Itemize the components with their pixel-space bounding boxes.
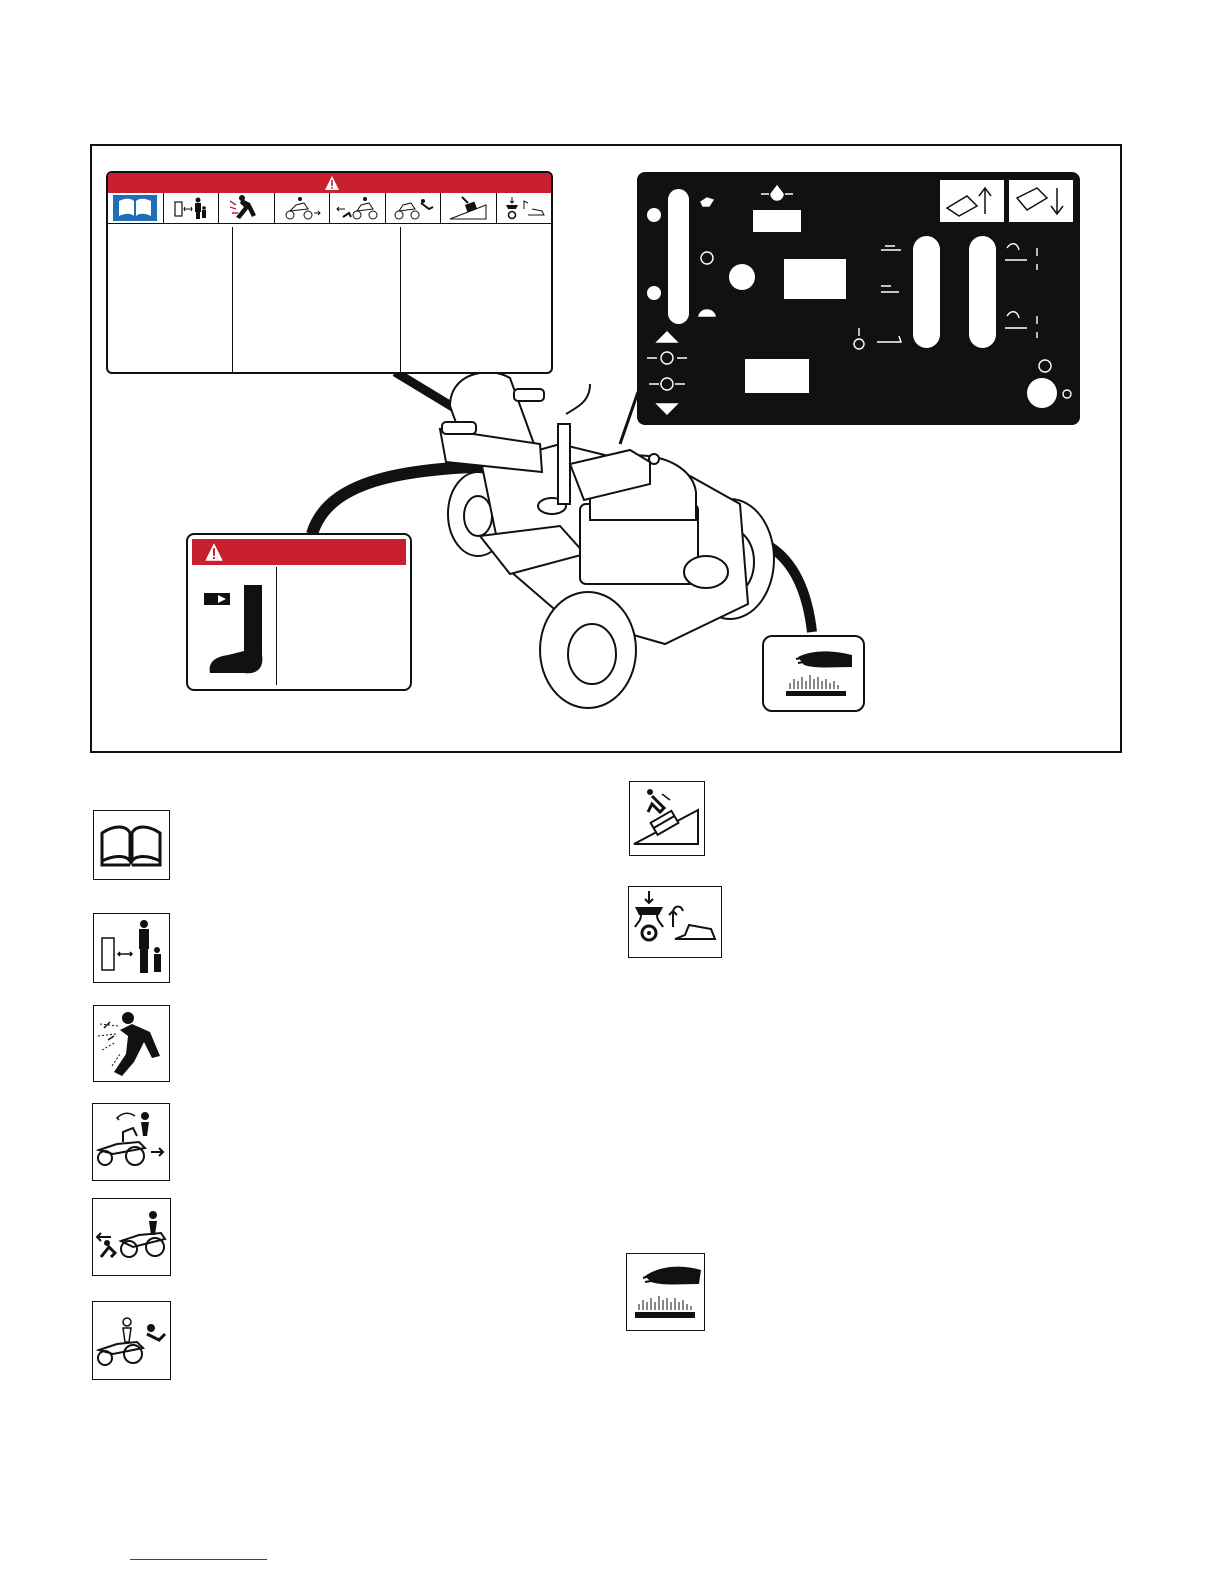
boot-warning-decal [186,533,412,691]
bystander-distance-icon [94,914,168,981]
rabbit-fast-icon [701,198,713,206]
legend-slope-hazard [629,781,705,856]
warning-header-bar [108,173,551,193]
operator-leave-seat-icon [93,1104,168,1179]
bystander-run-over-icon [330,193,386,223]
control-panel-decal [637,172,1080,425]
thrown-object-icon [219,193,275,223]
fuel-icon [771,186,783,200]
top-decal-icon-row [108,193,551,224]
top-decal-text-columns [108,227,551,372]
rollover-icon [93,1302,169,1378]
leader-line-panel [620,392,638,444]
text-column-2 [232,227,401,372]
disengage-blades-icon [629,887,720,956]
key-ignition-icon [1063,390,1071,398]
arrow-up-icon [657,332,677,342]
arrow-down-icon [657,404,677,414]
control-panel-symbols [637,172,1080,425]
slope-hazard-icon [630,782,703,854]
legend-operator-leave-seat [92,1103,170,1181]
hot-surface-decal [762,635,865,712]
text-column-1 [108,227,233,372]
hot-surface-icon [764,637,863,710]
slope-hazard-icon [441,193,497,223]
deck-raise-icon [1005,244,1027,260]
boot-protection-icon [192,567,276,685]
blade-engage-icon [881,246,901,292]
park-brake-icon [661,378,673,390]
choke-icon [701,252,713,264]
operator-leave-seat-icon [275,193,331,223]
turtle-slow-icon [699,310,715,316]
hot-surface-icon [627,1254,703,1329]
disengage-blades-icon [497,193,552,223]
legend-manual-book [93,810,170,880]
legend-rollover [92,1301,171,1380]
deck-lower-icon [1005,312,1027,328]
park-brake-icon [661,352,673,364]
rollover-icon [386,193,442,223]
warning-header-bar [192,539,406,565]
legend-bystander-distance [93,913,170,983]
bystander-distance-icon [164,193,220,223]
legend-thrown-object [93,1005,170,1082]
legend-hot-surface [626,1253,705,1331]
legend-bystander-run-over [92,1198,171,1276]
bystander-run-over-icon [93,1199,169,1274]
legend-disengage-blades [628,886,722,958]
warning-triangle-icon [204,542,224,562]
boot-icon-panel [192,567,277,685]
manual-book-icon [94,811,168,878]
thrown-object-icon [94,1006,168,1080]
top-warning-decal [106,171,553,374]
footer-link-underline [130,1559,267,1560]
warning-triangle-icon [324,175,340,191]
manual-book-icon [108,193,164,223]
